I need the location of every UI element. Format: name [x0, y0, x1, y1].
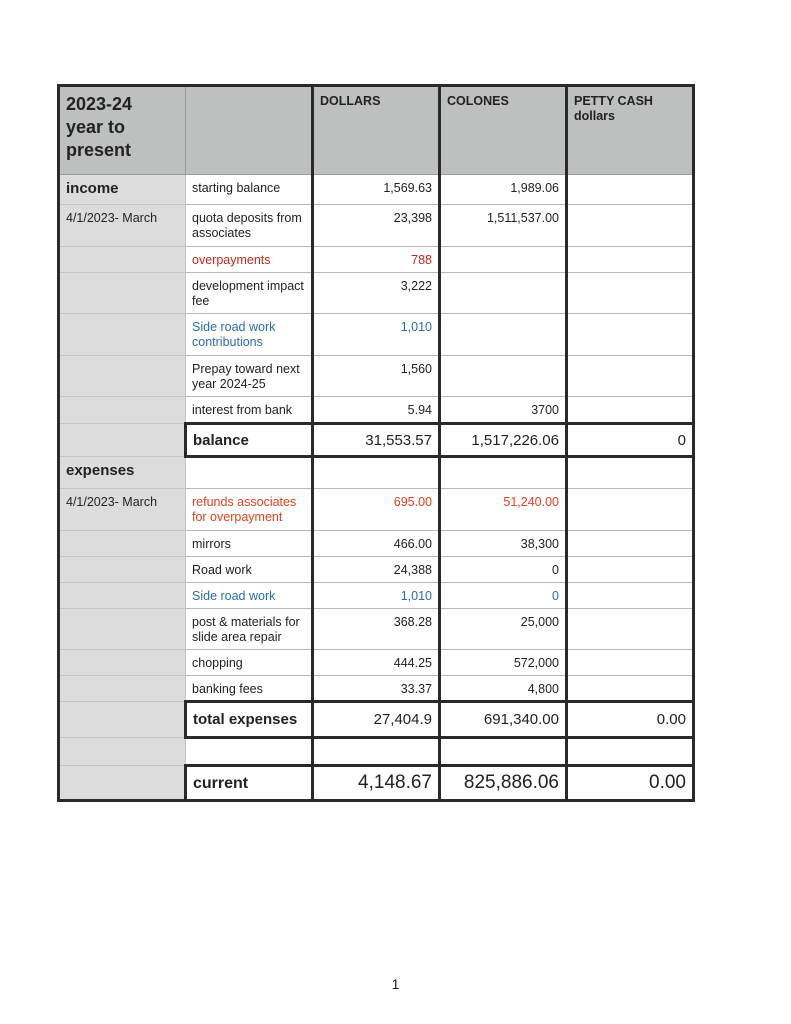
row-label [186, 738, 313, 766]
section-label [59, 583, 186, 609]
petty-cash-value: 0 [567, 424, 694, 457]
dollars-value [313, 738, 440, 766]
petty-cash-value [567, 650, 694, 676]
table-row [59, 175, 694, 205]
dollars-value: 1,010 [313, 583, 440, 609]
section-label: expenses [59, 457, 186, 489]
dollars-value: 1,010 [313, 314, 440, 356]
colones-value: 51,240.00 [440, 489, 567, 531]
table-row [59, 457, 694, 489]
col-header-dollars: DOLLARS [313, 86, 440, 175]
table-row [59, 273, 694, 314]
colones-value: 0 [440, 583, 567, 609]
section-label [59, 676, 186, 702]
total-row [59, 702, 694, 738]
petty-cash-value [567, 489, 694, 531]
section-label [59, 314, 186, 356]
dollars-value: 1,560 [313, 356, 440, 397]
colones-value: 1,989.06 [440, 175, 567, 205]
colones-value [440, 314, 567, 356]
colones-value: 691,340.00 [440, 702, 567, 738]
dollars-value: 788 [313, 247, 440, 273]
colones-value: 572,000 [440, 650, 567, 676]
table-row [59, 531, 694, 557]
petty-cash-value [567, 356, 694, 397]
table-row [59, 738, 694, 766]
table-row [59, 650, 694, 676]
section-label [59, 397, 186, 424]
dollars-value: 3,222 [313, 273, 440, 314]
row-label: starting balance [186, 175, 313, 205]
table-row [59, 314, 694, 356]
row-label: total expenses [186, 702, 313, 738]
row-label: quota deposits from associates [186, 205, 313, 247]
page-number: 1 [391, 976, 400, 992]
colones-value: 4,800 [440, 676, 567, 702]
row-label [186, 457, 313, 489]
row-label: development impact fee [186, 273, 313, 314]
section-label [59, 424, 186, 457]
colones-value: 3700 [440, 397, 567, 424]
table-row [59, 557, 694, 583]
row-label: balance [186, 424, 313, 457]
section-label [59, 609, 186, 650]
row-label: Road work [186, 557, 313, 583]
dollars-value: 466.00 [313, 531, 440, 557]
dollars-value: 444.25 [313, 650, 440, 676]
dollars-value: 27,404.9 [313, 702, 440, 738]
row-label: Prepay toward next year 2024-25 [186, 356, 313, 397]
section-label [59, 650, 186, 676]
table-row [59, 205, 694, 247]
colones-value: 1,517,226.06 [440, 424, 567, 457]
section-label [59, 738, 186, 766]
row-label: interest from bank [186, 397, 313, 424]
col-header-petty-cash: PETTY CASH dollars [567, 86, 694, 175]
row-label: current [186, 766, 313, 801]
petty-cash-value [567, 738, 694, 766]
row-label: Side road work contributions [186, 314, 313, 356]
dollars-value: 4,148.67 [313, 766, 440, 801]
row-label: Side road work [186, 583, 313, 609]
dollars-value: 23,398 [313, 205, 440, 247]
budget-table [57, 84, 695, 802]
total-row [59, 424, 694, 457]
dollars-value: 368.28 [313, 609, 440, 650]
colones-value: 38,300 [440, 531, 567, 557]
row-label: post & materials for slide area repair [186, 609, 313, 650]
petty-cash-value: 0.00 [567, 702, 694, 738]
colones-value [440, 273, 567, 314]
petty-cash-value [567, 247, 694, 273]
petty-cash-value [567, 557, 694, 583]
table-row [59, 397, 694, 424]
petty-cash-value [567, 676, 694, 702]
petty-cash-value [567, 205, 694, 247]
section-label [59, 531, 186, 557]
table-row [59, 583, 694, 609]
dollars-value: 31,553.57 [313, 424, 440, 457]
row-label: chopping [186, 650, 313, 676]
colones-value: 0 [440, 557, 567, 583]
dollars-value: 33.37 [313, 676, 440, 702]
petty-cash-value [567, 457, 694, 489]
dollars-value [313, 457, 440, 489]
colones-value: 825,886.06 [440, 766, 567, 801]
colones-value [440, 457, 567, 489]
petty-cash-value [567, 314, 694, 356]
section-label [59, 273, 186, 314]
colones-value [440, 247, 567, 273]
row-label: mirrors [186, 531, 313, 557]
colones-value [440, 738, 567, 766]
petty-cash-value: 0.00 [567, 766, 694, 801]
table-row [59, 676, 694, 702]
table-row [59, 247, 694, 273]
section-label: 4/1/2023- March [59, 205, 186, 247]
section-label: income [59, 175, 186, 205]
petty-cash-value [567, 583, 694, 609]
petty-cash-value [567, 531, 694, 557]
header-row [59, 86, 694, 175]
colones-value: 25,000 [440, 609, 567, 650]
dollars-value: 1,569.63 [313, 175, 440, 205]
section-label [59, 557, 186, 583]
row-label: overpayments [186, 247, 313, 273]
dollars-value: 5.94 [313, 397, 440, 424]
section-label [59, 356, 186, 397]
colones-value: 1,511,537.00 [440, 205, 567, 247]
section-label [59, 766, 186, 801]
petty-cash-value [567, 397, 694, 424]
petty-cash-value [567, 609, 694, 650]
header-blank [186, 86, 313, 175]
petty-cash-value [567, 273, 694, 314]
dollars-value: 695.00 [313, 489, 440, 531]
col-header-colones: COLONES [440, 86, 567, 175]
total-row [59, 766, 694, 801]
row-label: refunds associates for overpayment [186, 489, 313, 531]
section-label [59, 702, 186, 738]
table-row [59, 609, 694, 650]
dollars-value: 24,388 [313, 557, 440, 583]
row-label: banking fees [186, 676, 313, 702]
table-row [59, 489, 694, 531]
colones-value [440, 356, 567, 397]
section-label: 4/1/2023- March [59, 489, 186, 531]
table-row [59, 356, 694, 397]
section-label [59, 247, 186, 273]
sheet-title: 2023-24 year to present [59, 86, 186, 175]
petty-cash-value [567, 175, 694, 205]
